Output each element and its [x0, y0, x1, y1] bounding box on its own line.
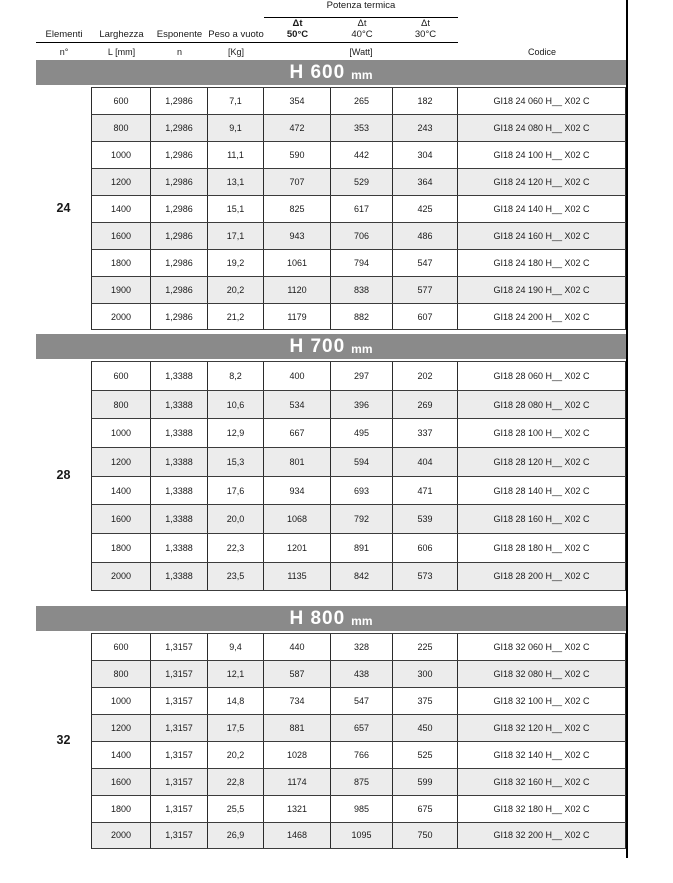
- header-units-row: [36, 43, 626, 60]
- cell-esponente: 1,3388: [151, 563, 208, 590]
- table-row: [91, 447, 626, 476]
- cell-esponente: 1,3388: [151, 534, 208, 562]
- table-row: [91, 476, 626, 505]
- table-row: [91, 714, 626, 741]
- cell-codice: GI18 32 140 H__ X02 C: [458, 742, 626, 768]
- table-row: [91, 660, 626, 687]
- cell-dt30-watt: 337: [393, 419, 458, 447]
- table-row: [91, 390, 626, 419]
- dt50-delta-label: Δt: [292, 18, 303, 29]
- cell-dt50-watt: 472: [264, 115, 331, 141]
- cell-peso: 17,1: [208, 223, 264, 249]
- cell-peso: 17,6: [208, 477, 264, 505]
- cell-dt50-watt: 707: [264, 169, 331, 195]
- cell-dt40-watt: 529: [331, 169, 393, 195]
- cell-dt50-watt: 667: [264, 419, 331, 447]
- cell-codice: GI18 32 060 H__ X02 C: [458, 634, 626, 660]
- cell-larghezza: 1200: [92, 448, 151, 476]
- cell-dt50-watt: 1068: [264, 505, 331, 533]
- cell-esponente: 1,3388: [151, 419, 208, 447]
- cell-esponente: 1,2986: [151, 196, 208, 222]
- cell-codice: GI18 24 190 H__ X02 C: [458, 277, 626, 303]
- cell-larghezza: 1200: [92, 715, 151, 741]
- table-row: [91, 633, 626, 660]
- cell-peso: 12,1: [208, 661, 264, 687]
- cell-dt30-watt: 599: [393, 769, 458, 795]
- cell-esponente: 1,3157: [151, 823, 208, 848]
- cell-dt50-watt: 1468: [264, 823, 331, 848]
- cell-codice: GI18 28 160 H__ X02 C: [458, 505, 626, 533]
- section-banner: [36, 606, 626, 631]
- cell-dt40-watt: 442: [331, 142, 393, 168]
- cell-codice: GI18 24 160 H__ X02 C: [458, 223, 626, 249]
- cell-dt40-watt: 438: [331, 661, 393, 687]
- cell-peso: 15,1: [208, 196, 264, 222]
- cell-esponente: 1,3157: [151, 769, 208, 795]
- cell-codice: GI18 24 200 H__ X02 C: [458, 304, 626, 329]
- column-header-elementi: Elementi: [36, 18, 92, 43]
- cell-dt30-watt: 539: [393, 505, 458, 533]
- cell-dt50-watt: 400: [264, 362, 331, 390]
- column-header-dt40: [331, 18, 393, 43]
- cell-codice: GI18 28 180 H__ X02 C: [458, 534, 626, 562]
- cell-larghezza: 600: [92, 88, 151, 114]
- table-row: [91, 195, 626, 222]
- section-rows: [91, 361, 626, 591]
- cell-dt30-watt: 202: [393, 362, 458, 390]
- cell-dt40-watt: 1095: [331, 823, 393, 848]
- table-row: [91, 795, 626, 822]
- table-row: [91, 114, 626, 141]
- table-row: [91, 303, 626, 330]
- column-header-dt50: [264, 18, 331, 43]
- cell-dt50-watt: 590: [264, 142, 331, 168]
- cell-dt40-watt: 693: [331, 477, 393, 505]
- cell-peso: 22,3: [208, 534, 264, 562]
- cell-dt40-watt: 891: [331, 534, 393, 562]
- cell-esponente: 1,3388: [151, 505, 208, 533]
- cell-larghezza: 1600: [92, 505, 151, 533]
- table-row: [91, 87, 626, 114]
- section-rows: [91, 87, 626, 330]
- cell-larghezza: 800: [92, 661, 151, 687]
- cell-peso: 9,4: [208, 634, 264, 660]
- cell-peso: 20,2: [208, 742, 264, 768]
- cell-dt40-watt: 657: [331, 715, 393, 741]
- cell-dt40-watt: 617: [331, 196, 393, 222]
- table-row: [91, 822, 626, 849]
- cell-dt40-watt: 547: [331, 688, 393, 714]
- section-title-unit: mm: [351, 342, 373, 356]
- cell-codice: GI18 32 200 H__ X02 C: [458, 823, 626, 848]
- cell-esponente: 1,2986: [151, 304, 208, 329]
- cell-larghezza: 1600: [92, 223, 151, 249]
- cell-larghezza: 1200: [92, 169, 151, 195]
- cell-codice: GI18 28 120 H__ X02 C: [458, 448, 626, 476]
- cell-dt30-watt: 364: [393, 169, 458, 195]
- dt50-temp-label: 50°C: [286, 29, 309, 40]
- table-row: [91, 249, 626, 276]
- table-row: [91, 418, 626, 447]
- cell-peso: 23,5: [208, 563, 264, 590]
- section-elementi-count: 28: [56, 467, 71, 482]
- table-row: [91, 741, 626, 768]
- cell-dt50-watt: 934: [264, 477, 331, 505]
- section-elementi-count: 32: [56, 732, 71, 747]
- cell-esponente: 1,2986: [151, 115, 208, 141]
- cell-dt30-watt: 225: [393, 634, 458, 660]
- cell-larghezza: 800: [92, 115, 151, 141]
- cell-peso: 17,5: [208, 715, 264, 741]
- cell-esponente: 1,3157: [151, 796, 208, 822]
- cell-codice: GI18 24 060 H__ X02 C: [458, 88, 626, 114]
- column-header-esponente: Esponente: [151, 18, 208, 43]
- column-header-codice: Codice: [527, 46, 556, 57]
- cell-dt30-watt: 269: [393, 391, 458, 419]
- cell-esponente: 1,3388: [151, 448, 208, 476]
- cell-dt40-watt: 766: [331, 742, 393, 768]
- header-column-labels: [36, 18, 626, 43]
- cell-dt50-watt: 1028: [264, 742, 331, 768]
- column-header-dt30: [393, 18, 458, 43]
- dt30-temp-label: 30°C: [414, 29, 437, 40]
- cell-dt30-watt: 573: [393, 563, 458, 590]
- header-potenza-termica-group: [36, 0, 626, 18]
- cell-dt40-watt: 842: [331, 563, 393, 590]
- cell-larghezza: 1900: [92, 277, 151, 303]
- cell-codice: GI18 24 120 H__ X02 C: [458, 169, 626, 195]
- cell-codice: GI18 28 200 H__ X02 C: [458, 563, 626, 590]
- cell-peso: 10,6: [208, 391, 264, 419]
- cell-dt30-watt: 182: [393, 88, 458, 114]
- cell-dt40-watt: 985: [331, 796, 393, 822]
- unit-watt: [Watt]: [349, 46, 373, 57]
- cell-peso: 14,8: [208, 688, 264, 714]
- cell-peso: 13,1: [208, 169, 264, 195]
- cell-peso: 15,3: [208, 448, 264, 476]
- cell-codice: GI18 28 060 H__ X02 C: [458, 362, 626, 390]
- column-header-larghezza: Larghezza: [92, 18, 151, 43]
- cell-codice: GI18 32 160 H__ X02 C: [458, 769, 626, 795]
- section-body: [36, 85, 626, 330]
- table-row: [91, 562, 626, 591]
- cell-larghezza: 600: [92, 362, 151, 390]
- cell-larghezza: 1000: [92, 688, 151, 714]
- cell-larghezza: 1800: [92, 250, 151, 276]
- cell-larghezza: 1400: [92, 742, 151, 768]
- cell-esponente: 1,3157: [151, 742, 208, 768]
- cell-dt30-watt: 547: [393, 250, 458, 276]
- table-row: [91, 141, 626, 168]
- table-row: [91, 276, 626, 303]
- cell-peso: 12,9: [208, 419, 264, 447]
- cell-larghezza: 1800: [92, 796, 151, 822]
- cell-codice: GI18 24 100 H__ X02 C: [458, 142, 626, 168]
- cell-codice: GI18 24 180 H__ X02 C: [458, 250, 626, 276]
- cell-esponente: 1,3157: [151, 661, 208, 687]
- cell-dt30-watt: 525: [393, 742, 458, 768]
- unit-esponente: n: [176, 46, 182, 57]
- section-body: [36, 359, 626, 591]
- cell-larghezza: 2000: [92, 823, 151, 848]
- cell-dt50-watt: 734: [264, 688, 331, 714]
- cell-codice: GI18 32 120 H__ X02 C: [458, 715, 626, 741]
- cell-codice: GI18 32 180 H__ X02 C: [458, 796, 626, 822]
- cell-dt30-watt: 425: [393, 196, 458, 222]
- cell-dt30-watt: 750: [393, 823, 458, 848]
- sections: [36, 60, 626, 849]
- cell-dt30-watt: 300: [393, 661, 458, 687]
- unit-elementi: n°: [59, 46, 69, 57]
- cell-peso: 19,2: [208, 250, 264, 276]
- cell-dt40-watt: 353: [331, 115, 393, 141]
- cell-peso: 8,2: [208, 362, 264, 390]
- unit-peso: [Kg]: [227, 46, 244, 57]
- cell-larghezza: 1400: [92, 477, 151, 505]
- cell-dt50-watt: 825: [264, 196, 331, 222]
- section-title: H 700: [289, 336, 346, 357]
- cell-dt50-watt: 354: [264, 88, 331, 114]
- cell-dt40-watt: 875: [331, 769, 393, 795]
- cell-dt50-watt: 943: [264, 223, 331, 249]
- cell-esponente: 1,3157: [151, 715, 208, 741]
- cell-peso: 26,9: [208, 823, 264, 848]
- height-section: [36, 606, 626, 849]
- cell-larghezza: 1000: [92, 142, 151, 168]
- height-section: [36, 334, 626, 591]
- section-title: H 600: [289, 62, 346, 83]
- radiator-data-table-page: [36, 0, 626, 849]
- section-title-unit: mm: [351, 68, 373, 82]
- cell-codice: GI18 28 100 H__ X02 C: [458, 419, 626, 447]
- height-section: [36, 60, 626, 330]
- section-title: H 800: [289, 607, 346, 629]
- cell-larghezza: 1000: [92, 419, 151, 447]
- table-row: [91, 222, 626, 249]
- cell-codice: GI18 32 100 H__ X02 C: [458, 688, 626, 714]
- cell-peso: 9,1: [208, 115, 264, 141]
- section-banner: [36, 334, 626, 359]
- cell-esponente: 1,3157: [151, 688, 208, 714]
- cell-dt30-watt: 404: [393, 448, 458, 476]
- cell-dt40-watt: 495: [331, 419, 393, 447]
- section-title-unit: mm: [351, 613, 373, 628]
- table-row: [91, 168, 626, 195]
- cell-dt40-watt: 396: [331, 391, 393, 419]
- table-right-border: [626, 0, 628, 858]
- cell-dt40-watt: 594: [331, 448, 393, 476]
- cell-peso: 22,8: [208, 769, 264, 795]
- cell-larghezza: 1400: [92, 196, 151, 222]
- cell-dt50-watt: 587: [264, 661, 331, 687]
- cell-esponente: 1,2986: [151, 142, 208, 168]
- cell-peso: 21,2: [208, 304, 264, 329]
- cell-esponente: 1,2986: [151, 169, 208, 195]
- cell-esponente: 1,2986: [151, 250, 208, 276]
- cell-codice: GI18 24 080 H__ X02 C: [458, 115, 626, 141]
- cell-codice: GI18 28 140 H__ X02 C: [458, 477, 626, 505]
- dt40-delta-label: Δt: [357, 18, 367, 29]
- unit-larghezza: L [mm]: [107, 46, 136, 57]
- cell-peso: 20,2: [208, 277, 264, 303]
- cell-esponente: 1,3388: [151, 391, 208, 419]
- cell-dt50-watt: 1174: [264, 769, 331, 795]
- cell-dt50-watt: 1135: [264, 563, 331, 590]
- cell-dt50-watt: 1120: [264, 277, 331, 303]
- cell-codice: GI18 32 080 H__ X02 C: [458, 661, 626, 687]
- cell-dt40-watt: 297: [331, 362, 393, 390]
- cell-dt30-watt: 675: [393, 796, 458, 822]
- cell-codice: GI18 24 140 H__ X02 C: [458, 196, 626, 222]
- cell-dt50-watt: 1179: [264, 304, 331, 329]
- cell-dt50-watt: 1201: [264, 534, 331, 562]
- cell-dt30-watt: 375: [393, 688, 458, 714]
- cell-dt50-watt: 534: [264, 391, 331, 419]
- cell-dt30-watt: 243: [393, 115, 458, 141]
- cell-dt40-watt: 265: [331, 88, 393, 114]
- cell-dt40-watt: 328: [331, 634, 393, 660]
- section-body: [36, 631, 626, 849]
- cell-peso: 11,1: [208, 142, 264, 168]
- cell-dt40-watt: 838: [331, 277, 393, 303]
- cell-larghezza: 1800: [92, 534, 151, 562]
- cell-esponente: 1,2986: [151, 277, 208, 303]
- cell-larghezza: 2000: [92, 563, 151, 590]
- cell-dt30-watt: 471: [393, 477, 458, 505]
- table-row: [91, 687, 626, 714]
- cell-dt50-watt: 1321: [264, 796, 331, 822]
- cell-peso: 20,0: [208, 505, 264, 533]
- cell-dt40-watt: 792: [331, 505, 393, 533]
- section-banner: [36, 60, 626, 85]
- cell-dt30-watt: 577: [393, 277, 458, 303]
- cell-codice: GI18 28 080 H__ X02 C: [458, 391, 626, 419]
- cell-dt30-watt: 607: [393, 304, 458, 329]
- cell-dt50-watt: 801: [264, 448, 331, 476]
- cell-dt30-watt: 450: [393, 715, 458, 741]
- cell-esponente: 1,3388: [151, 362, 208, 390]
- column-header-codice-spacer: [458, 18, 626, 43]
- potenza-termica-label: Potenza termica: [264, 0, 458, 18]
- cell-esponente: 1,2986: [151, 223, 208, 249]
- cell-dt30-watt: 304: [393, 142, 458, 168]
- cell-dt50-watt: 881: [264, 715, 331, 741]
- cell-esponente: 1,3388: [151, 477, 208, 505]
- cell-esponente: 1,3157: [151, 634, 208, 660]
- cell-dt40-watt: 794: [331, 250, 393, 276]
- section-elementi-count: 24: [56, 200, 71, 215]
- table-row: [91, 768, 626, 795]
- cell-larghezza: 2000: [92, 304, 151, 329]
- cell-larghezza: 1600: [92, 769, 151, 795]
- column-header-peso-a-vuoto: Peso a vuoto: [208, 18, 264, 43]
- section-rows: [91, 633, 626, 849]
- cell-larghezza: 800: [92, 391, 151, 419]
- table-row: [91, 504, 626, 533]
- cell-dt30-watt: 486: [393, 223, 458, 249]
- dt40-temp-label: 40°C: [351, 29, 373, 40]
- cell-dt40-watt: 706: [331, 223, 393, 249]
- cell-larghezza: 600: [92, 634, 151, 660]
- table-row: [91, 533, 626, 562]
- cell-esponente: 1,2986: [151, 88, 208, 114]
- table-row: [91, 361, 626, 390]
- cell-dt50-watt: 1061: [264, 250, 331, 276]
- cell-peso: 25,5: [208, 796, 264, 822]
- cell-dt40-watt: 882: [331, 304, 393, 329]
- cell-dt30-watt: 606: [393, 534, 458, 562]
- cell-peso: 7,1: [208, 88, 264, 114]
- dt30-delta-label: Δt: [421, 18, 430, 29]
- cell-dt50-watt: 440: [264, 634, 331, 660]
